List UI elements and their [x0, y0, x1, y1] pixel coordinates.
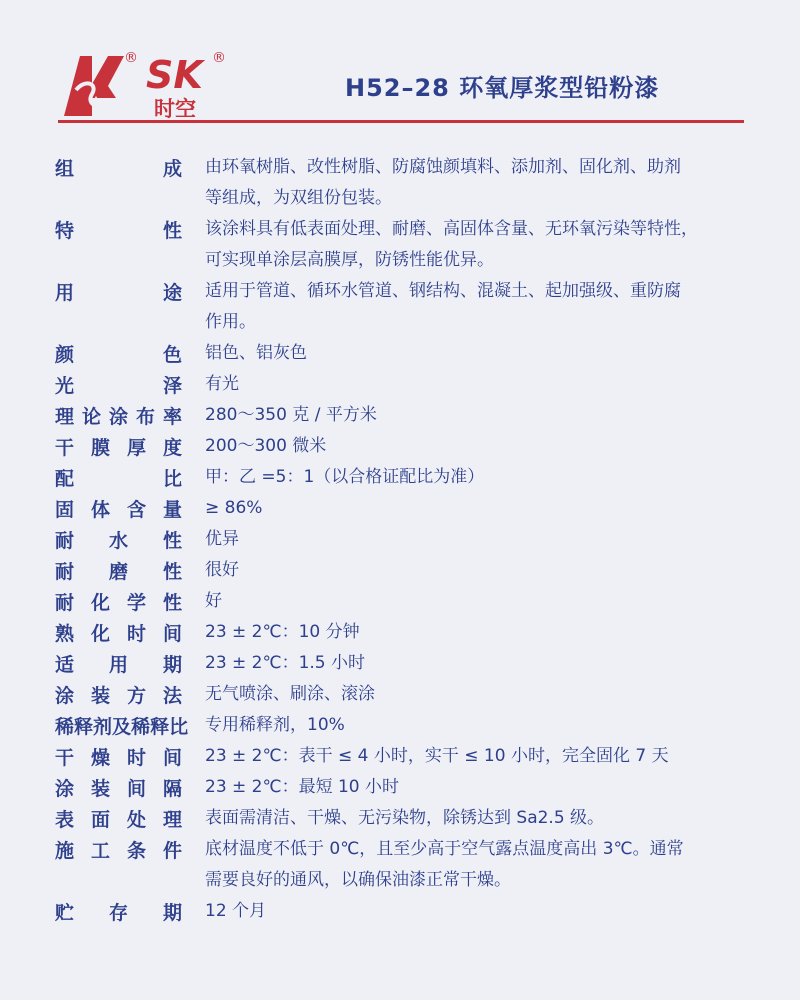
property-value-line: 23 ± 2℃：最短 10 小时 [205, 777, 400, 797]
property-label-char: 体 [90, 499, 110, 521]
property-label-char: 比 [162, 468, 182, 490]
property-label-char: 度 [162, 437, 182, 459]
property-label-char: 熟 [55, 623, 75, 645]
property-value [205, 152, 750, 214]
property-label-char: 释 [74, 716, 94, 738]
property-row [0, 555, 800, 586]
property-label-char: 含 [126, 499, 146, 521]
brand-logo [62, 40, 242, 120]
property-value-line: 铝色、铝灰色 [205, 343, 307, 363]
property-label-char: 工 [90, 840, 110, 862]
property-label-char: 途 [162, 282, 182, 304]
property-label [55, 772, 182, 803]
property-row [0, 369, 800, 400]
property-row [0, 741, 800, 772]
property-label-char: 颜 [55, 344, 75, 366]
property-value [205, 276, 750, 338]
property-label-char: 稀 [55, 716, 75, 738]
property-label-char: 施 [55, 840, 75, 862]
property-value-line: 底材温度不低于 0℃，且至少高于空气露点温度高出 3℃。通常 [205, 839, 684, 859]
property-label-char: 条 [126, 840, 146, 862]
property-label [55, 152, 182, 183]
property-value-line: 23 ± 2℃：10 分钟 [205, 622, 360, 642]
property-label [55, 524, 182, 555]
property-label-char: 性 [162, 530, 182, 552]
property-value-line: 适用于管道、循环水管道、钢结构、混凝土、起加强级、重防腐 [205, 281, 681, 301]
property-label-char: 量 [162, 499, 182, 521]
property-label-char: 间 [162, 623, 182, 645]
property-row [0, 431, 800, 462]
property-value [205, 648, 750, 679]
property-label [55, 462, 182, 493]
property-label-char: 特 [55, 220, 75, 242]
property-label [55, 586, 182, 617]
property-label-char: 耐 [55, 592, 75, 614]
property-label-char: 水 [108, 530, 128, 552]
property-row [0, 617, 800, 648]
property-label [55, 648, 182, 679]
property-label [55, 276, 182, 307]
property-label-char: 干 [55, 747, 75, 769]
property-value-line: 很好 [205, 560, 239, 580]
property-value [205, 214, 750, 276]
property-label-char: 学 [126, 592, 146, 614]
property-label-char: 存 [108, 902, 128, 924]
property-label-char: 光 [55, 375, 75, 397]
property-value-line: 23 ± 2℃：1.5 小时 [205, 653, 366, 673]
property-row [0, 834, 800, 896]
property-label-char: 间 [162, 747, 182, 769]
property-label-char: 率 [162, 406, 182, 428]
property-value [205, 803, 750, 834]
property-label-char: 化 [90, 592, 110, 614]
property-label [55, 617, 182, 648]
registered-mark-left: ® [124, 50, 138, 66]
property-label-char: 泽 [162, 375, 182, 397]
property-label-char: 适 [55, 654, 75, 676]
property-label [55, 555, 182, 586]
property-label-char: 耐 [55, 561, 75, 583]
property-row [0, 710, 800, 741]
property-row [0, 586, 800, 617]
property-label-char: 干 [55, 437, 75, 459]
property-value [205, 400, 750, 431]
property-label-char: 比 [169, 716, 189, 738]
property-label [55, 679, 182, 710]
property-label-char: 装 [90, 778, 110, 800]
property-label-char: 论 [81, 406, 101, 428]
property-value [205, 431, 750, 462]
property-row [0, 152, 800, 214]
property-label [55, 803, 182, 834]
property-row [0, 524, 800, 555]
property-label-char: 隔 [162, 778, 182, 800]
property-label [55, 741, 182, 772]
property-row [0, 276, 800, 338]
property-value-line: 表面需清洁、干燥、无污染物，除锈达到 Sa2.5 级。 [205, 808, 605, 828]
property-row [0, 772, 800, 803]
property-value-line: 可实现单涂层高膜厚，防锈性能优异。 [205, 250, 494, 270]
property-value [205, 586, 750, 617]
property-row [0, 338, 800, 369]
logo-wordmark: 时空 [154, 97, 196, 120]
property-value-line: 23 ± 2℃：表干 ≤ 4 小时，实干 ≤ 10 小时，完全固化 7 天 [205, 746, 669, 766]
property-label-char: 理 [55, 406, 75, 428]
property-list [0, 152, 800, 927]
property-value [205, 834, 750, 896]
property-value-line: 优异 [205, 529, 239, 549]
property-label-char: 组 [55, 158, 75, 180]
property-label-char: 件 [162, 840, 182, 862]
property-label-char: 装 [90, 685, 110, 707]
property-label-char: 涂 [55, 778, 75, 800]
property-row [0, 400, 800, 431]
property-value [205, 338, 750, 369]
property-label-char: 面 [90, 809, 110, 831]
property-label-char: 耐 [55, 530, 75, 552]
property-value-line: 专用稀释剂，10% [205, 715, 345, 735]
property-label-char: 理 [162, 809, 182, 831]
property-label-char: 期 [162, 902, 182, 924]
property-value [205, 524, 750, 555]
property-row [0, 493, 800, 524]
property-label-char: 涂 [55, 685, 75, 707]
property-value-line: 200～300 微米 [205, 436, 327, 456]
property-value-line: 需要良好的通风，以确保油漆正常干燥。 [205, 870, 511, 890]
property-row [0, 214, 800, 276]
property-label-char: 固 [55, 499, 75, 521]
header [0, 0, 800, 130]
property-row [0, 648, 800, 679]
property-label [55, 369, 182, 400]
property-label [55, 338, 182, 369]
property-label-char: 方 [126, 685, 146, 707]
property-value [205, 493, 750, 524]
property-value-line: 12 个月 [205, 901, 267, 921]
property-label [55, 493, 182, 524]
property-label [55, 834, 182, 865]
property-label-char: 厚 [126, 437, 146, 459]
property-label-char: 间 [126, 778, 146, 800]
property-value [205, 617, 750, 648]
property-label-char: 性 [162, 220, 182, 242]
property-value-line: ≥ 86% [205, 498, 263, 518]
property-label-char: 膜 [90, 437, 110, 459]
property-label-char: 及 [112, 716, 132, 738]
property-label [55, 896, 182, 927]
property-label-char: 表 [55, 809, 75, 831]
property-label-char: 性 [162, 561, 182, 583]
property-value-line: 等组成，为双组份包装。 [205, 188, 392, 208]
property-label-char: 色 [162, 344, 182, 366]
property-label [55, 214, 182, 245]
property-label-char: 用 [108, 654, 128, 676]
property-label-char: 布 [135, 406, 155, 428]
property-value-line: 作用。 [205, 312, 256, 332]
property-row [0, 462, 800, 493]
property-label-char: 用 [55, 282, 75, 304]
property-label-char: 剂 [93, 716, 113, 738]
property-label-char: 稀 [131, 716, 151, 738]
property-label-char: 成 [162, 158, 182, 180]
property-label-char: 磨 [108, 561, 128, 583]
property-value-line: 有光 [205, 374, 239, 394]
property-label-char: 法 [162, 685, 182, 707]
page-title: H52–28 环氧厚浆型铅粉漆 [345, 74, 660, 102]
property-label-char: 化 [90, 623, 110, 645]
registered-mark-right: ® [212, 50, 226, 66]
property-row [0, 803, 800, 834]
property-label-char: 涂 [108, 406, 128, 428]
header-divider [58, 120, 744, 123]
property-label-char: 处 [126, 809, 146, 831]
property-value-line: 好 [205, 591, 222, 611]
property-value [205, 679, 750, 710]
property-value-line: 甲：乙 =5：1（以合格证配比为准） [205, 467, 485, 487]
property-row [0, 679, 800, 710]
property-value-line: 280～350 克 / 平方米 [205, 405, 377, 425]
property-label-char: 燥 [90, 747, 110, 769]
property-value [205, 741, 750, 772]
property-value-line: 由环氧树脂、改性树脂、防腐蚀颜填料、添加剂、固化剂、助剂 [205, 157, 681, 177]
property-label [55, 400, 182, 431]
property-value [205, 555, 750, 586]
property-value-line: 该涂料具有低表面处理、耐磨、高固体含量、无环氧污染等特性， [205, 219, 698, 239]
property-label-char: 贮 [55, 902, 75, 924]
property-label [55, 431, 182, 462]
property-row [0, 896, 800, 927]
property-label-char: 释 [150, 716, 170, 738]
property-label [55, 710, 189, 741]
property-value [205, 710, 750, 741]
property-label-char: 时 [126, 747, 146, 769]
property-value [205, 896, 750, 927]
property-label-char: 性 [162, 592, 182, 614]
property-label-char: 配 [55, 468, 75, 490]
property-label-char: 时 [126, 623, 146, 645]
logo-sk-letters: SK [146, 53, 203, 97]
property-value [205, 462, 750, 493]
property-value-line: 无气喷涂、刷涂、滚涂 [205, 684, 375, 704]
property-value [205, 772, 750, 803]
property-label-char: 期 [162, 654, 182, 676]
property-value [205, 369, 750, 400]
